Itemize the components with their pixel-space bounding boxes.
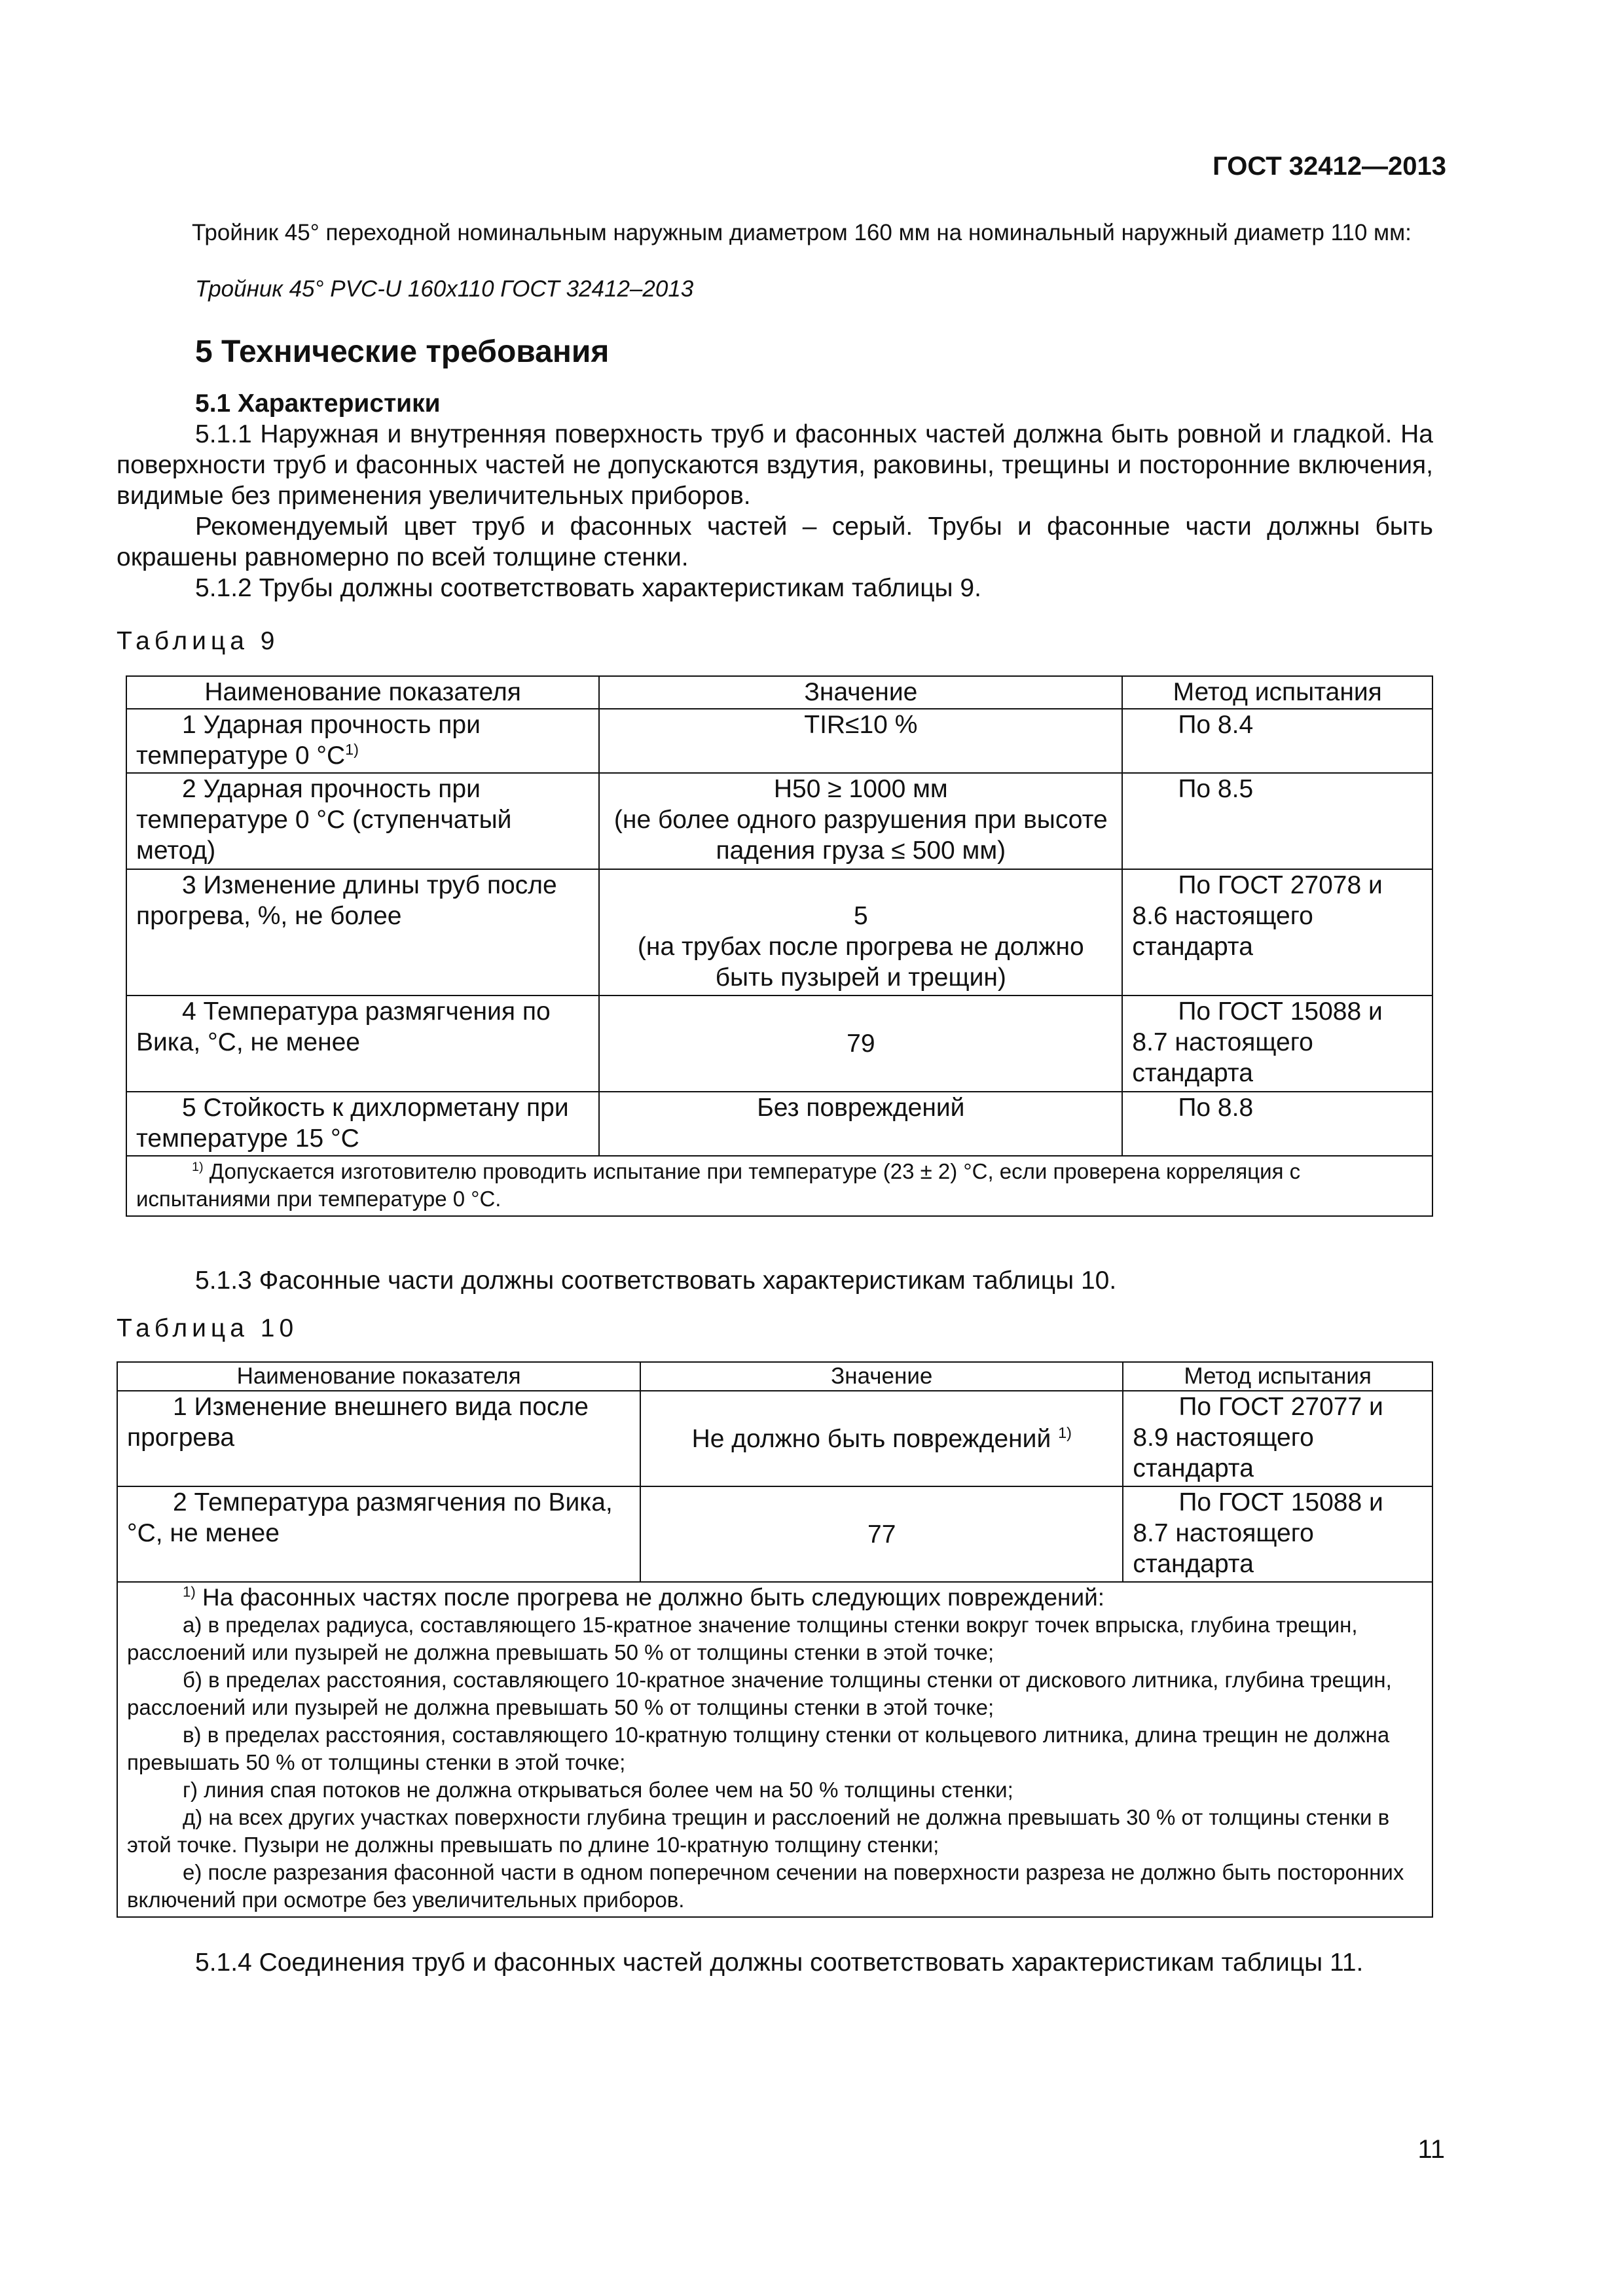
row-method: По 8.5 — [1122, 773, 1432, 869]
row-value: 5 (на трубах после прогрева не должно быть пузырей и трещин) — [599, 869, 1122, 996]
paragraph-5-1-1: 5.1.1 Наружная и внутренняя поверхность труб и фасонных частей должна быть ровной и гладкой. На поверхности труб и фасонных частей не допускаются вздутия, раковины, трещины и посторонние включения, видимые без применения увеличительных приборов. — [117, 420, 1433, 510]
table-row — [126, 1092, 1432, 1156]
column-header: Значение — [640, 1362, 1123, 1391]
footnote-item: е) после разрезания фасонной части в одном поперечном сечении на поверхности разреза не должно быть посторонних включений при осмотре без увеличительных приборов. — [127, 1860, 1404, 1912]
paragraph-5-1-4: 5.1.4 Соединения труб и фасонных частей должны соответствовать характеристикам таблицы 11. — [195, 1948, 1364, 1977]
row-value: Без повреждений — [599, 1092, 1122, 1156]
row-method: По ГОСТ 15088 и 8.7 настоящего стандарта — [1122, 996, 1432, 1092]
table-header-row — [117, 1362, 1432, 1391]
table-row — [126, 869, 1432, 996]
table-9 — [126, 675, 1433, 1217]
row-name: 2 Температура размягчения по Вика, °С, не менее — [117, 1486, 640, 1582]
table9-caption: Таблица 9 — [117, 627, 280, 655]
column-header: Значение — [599, 676, 1122, 709]
row-name: 4 Температура размягчения по Вика, °С, не менее — [126, 996, 599, 1092]
row-name: 3 Изменение длины труб после прогрева, %, не более — [126, 869, 599, 996]
column-header: Наименование показателя — [126, 676, 599, 709]
paragraph-color: Рекомендуемый цвет труб и фасонных частей – серый. Трубы и фасонные части должны быть окрашены равномерно по всей толщине стенки. — [117, 512, 1433, 571]
footnote-item: а) в пределах радиуса, составляющего 15-кратное значение толщины стенки вокруг точек впрыска, глубина трещин, расслоений или пузырей не должна превышать 50 % от толщины стенки в этой точке; — [127, 1613, 1358, 1664]
subsection-title: 5.1 Характеристики — [195, 389, 441, 418]
table9-footnote: $^{1)}$ Допускается изготовителю проводить испытание при температуре (23 ± 2) °С, если проверена корреляция с испытаниями при температуре 0 °С. — [126, 1156, 1432, 1216]
column-header: Метод испытания — [1123, 1362, 1432, 1391]
table-row — [126, 996, 1432, 1092]
table-row — [126, 709, 1432, 773]
table-row — [117, 1486, 1432, 1582]
column-header: Метод испытания — [1122, 676, 1432, 709]
row-name: 1 Изменение внешнего вида после прогрева — [117, 1391, 640, 1486]
example-designation: Тройник 45° PVC-U 160x110 ГОСТ 32412–2013 — [195, 276, 694, 302]
table10-footnote: $^{1)}$ На фасонных частях после прогрева не должно быть следующих повреждений: а) в пределах радиуса, составляющего 15-кратное значение толщины стенки вокруг точек впрыска, глубина трещин, расслоений или пузырей не должна превышать 50 % от толщины стенки в этой точке; б) в пределах расстояния, составляющего 10-кратное значение толщины стенки от дискового литника, глубина трещин, расслоений или пузырей не должна превышать 50 % от толщины стенки в этой точке; в) в пределах расстояния, составляющего 10-кратную толщину стенки от кольцевого литника, длина трещин не должна превышать 50 % от толщины стенки в этой точке; г) линия спая потоков не должна открываться более чем на 50 % толщины стенки; д) на всех других участках поверхности глубина трещин и расслоений не должна превышать 30 % от толщины стенки в этой точке. Пузыри не должны превышать по длине 10-кратную толщину стенки; е) после разрезания фасонной части в одном поперечном сечении на поверхности разреза не должно быть посторонних включений при осмотре без увеличительных приборов. — [117, 1582, 1432, 1917]
table-row — [126, 773, 1432, 869]
table-row — [117, 1391, 1432, 1486]
row-value: Не должно быть повреждений $^{1)}$ — [640, 1391, 1123, 1486]
footnote-item: б) в пределах расстояния, составляющего 10-кратное значение толщины стенки от дискового литника, глубина трещин, расслоений или пузырей не должна превышать 50 % от толщины стенки в этой точке; — [127, 1668, 1392, 1719]
example-text: Тройник 45° переходной номинальным наружным диаметром 160 мм на номинальный наружный диаметр 110 мм: — [192, 220, 1412, 245]
footnote-item: в) в пределах расстояния, составляющего 10-кратную толщину стенки от кольцевого литника, длина трещин не должна превышать 50 % от толщины стенки в этой точке; — [127, 1723, 1390, 1774]
row-method: По ГОСТ 27077 и 8.9 настоящего стандарта — [1123, 1391, 1432, 1486]
row-value: TIR≤10 % — [599, 709, 1122, 773]
table-header-row — [126, 676, 1432, 709]
table10-caption: Таблица 10 — [117, 1314, 299, 1342]
paragraph-5-1-3: 5.1.3 Фасонные части должны соответствовать характеристикам таблицы 10. — [195, 1266, 1117, 1295]
row-name: 5 Стойкость к дихлорметану при температуре 15 °С — [126, 1092, 599, 1156]
row-name: 1 Ударная прочность при температуре 0 $^\circ С^{1)}$ — [126, 709, 599, 773]
table-footnote-row — [126, 1156, 1432, 1216]
row-method: По 8.4 — [1122, 709, 1432, 773]
table-footnote-row — [117, 1582, 1432, 1917]
section-title: 5 Технические требования — [195, 334, 610, 369]
page-number: 11 — [1417, 2135, 1445, 2164]
footnote-item: д) на всех других участках поверхности глубина трещин и расслоений не должна превышать 30 % от толщины стенки в этой точке. Пузыри не должны превышать по длине 10-кратную толщину стенки; — [127, 1805, 1390, 1857]
row-name: 2 Ударная прочность при температуре 0 °С (ступенчатый метод) — [126, 773, 599, 869]
row-method: По ГОСТ 27078 и 8.6 настоящего стандарта — [1122, 869, 1432, 996]
paragraph-5-1-2: 5.1.2 Трубы должны соответствовать характеристикам таблицы 9. — [195, 574, 981, 602]
table-10 — [117, 1361, 1433, 1918]
document-header: ГОСТ 32412—2013 — [1213, 152, 1446, 181]
footnote-item: г) линия спая потоков не должна открываться более чем на 50 % толщины стенки; — [183, 1778, 1013, 1802]
row-value: 77 — [640, 1486, 1123, 1582]
column-header: Наименование показателя — [117, 1362, 640, 1391]
row-method: По 8.8 — [1122, 1092, 1432, 1156]
row-value: 79 — [599, 996, 1122, 1092]
row-value: Н50 ≥ 1000 мм (не более одного разрушения при высоте падения груза ≤ 500 мм) — [599, 773, 1122, 869]
row-method: По ГОСТ 15088 и 8.7 настоящего стандарта — [1123, 1486, 1432, 1582]
